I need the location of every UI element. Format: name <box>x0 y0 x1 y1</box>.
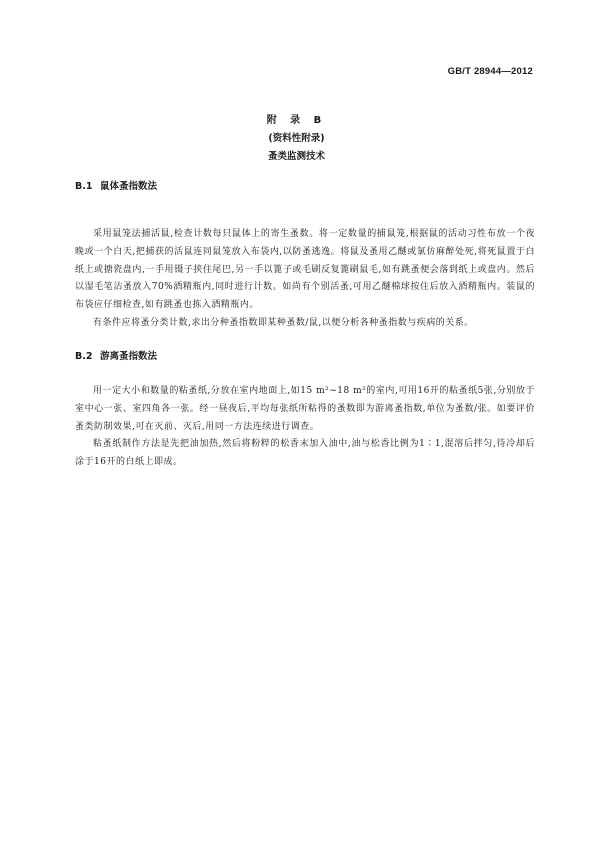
section-heading <box>75 178 535 196</box>
section-b2 <box>75 348 535 472</box>
paragraph: 有条件应将蚤分类计数,求出分种蚤指数即某种蚤数/鼠,以便分析各种蚤指数与疾病的关系。 <box>93 317 474 328</box>
section-title: 游离蚤指数法 <box>100 351 158 362</box>
paragraph: 粘蚤纸制作方法是先把油加热,然后将粉粹的松香末加入油中,油与松香比例为1∶1,混溶后拌匀,待冷却后涂于16开的白纸上即成。 <box>75 439 535 468</box>
appendix-nature: (资料性附录) <box>268 133 325 144</box>
section-title: 鼠体蚤指数法 <box>100 181 158 192</box>
standard-code: GB/T 28944—2012 <box>447 66 533 77</box>
paragraph: 采用鼠笼法捕活鼠,检查计数每只鼠体上的寄生蚤数。将一定数量的捕鼠笼,根据鼠的活动习性布放一个夜晚或一个白天,把捕获的活鼠连同鼠笼放入布袋内,以防蚤逃逸。将鼠及蚤用乙醚或氯仿麻醉处死,将死鼠置于白纸上或搪瓷盘内,一手用镊子挟住尾巴,另一手以篦子或毛刷反复篦刷鼠毛,如有跳蚤便会落到纸上或盘内。然后以湿毛笔沾蚤放入70%酒精瓶内,同时进行计数。如尚有个别活蚤,可用乙醚棉球按住后放入酒精瓶内。装鼠的布袋应仔细检查,如有跳蚤也拣入酒精瓶内。 <box>75 229 535 311</box>
appendix-heading <box>0 112 593 166</box>
section-number: B.1 <box>75 181 93 192</box>
section-b1 <box>75 178 535 333</box>
paragraph: 用一定大小和数量的粘蚤纸,分放在室内地面上,如15 m²~18 m²的室内,可用16开的粘蚤纸5张,分别放于室中心一张、室四角各一张。经一昼夜后,平均每张纸所粘得的蚤数即为游离蚤指数,单位为蚤数/张。如要评价蚤类防制效果,可在灭前、灭后,用同一方法连续进行调查。 <box>75 386 535 432</box>
appendix-name: 蚤类监测技术 <box>267 151 325 162</box>
section-number: B.2 <box>75 351 93 362</box>
appendix-title: 附 录 B <box>266 115 327 126</box>
section-heading <box>75 348 535 366</box>
